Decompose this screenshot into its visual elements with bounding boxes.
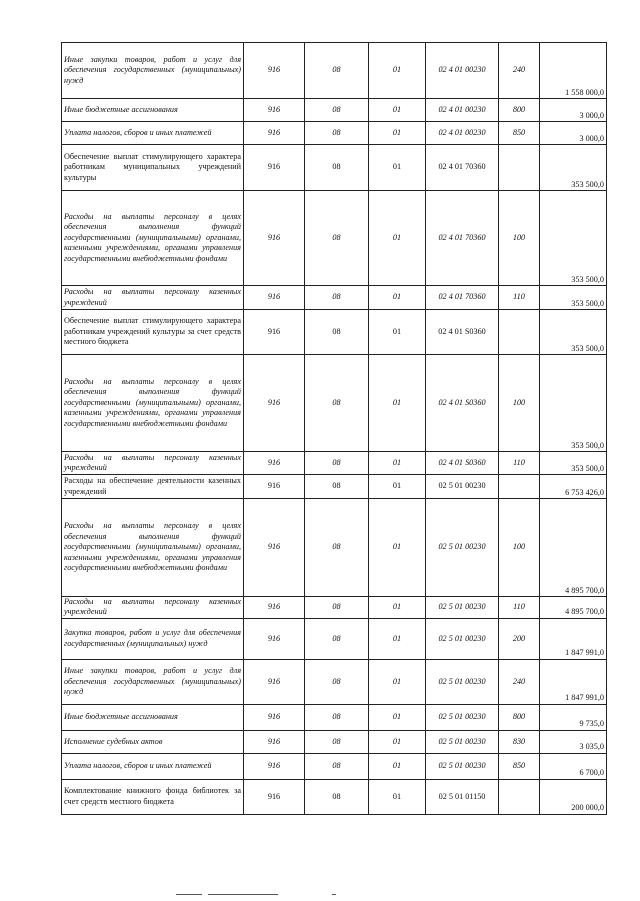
row-amount: 353 500,0 <box>540 145 607 191</box>
row-target-article-code: 02 5 01 00230 <box>426 597 499 619</box>
row-section-code: 08 <box>305 779 369 814</box>
row-subsection-code: 01 <box>369 452 426 475</box>
table-row <box>62 618 607 659</box>
row-section-code: 08 <box>305 122 369 145</box>
footer-scan-mark <box>176 894 202 895</box>
table-row <box>62 779 607 814</box>
row-name: Комплектование книжного фонда библиотек за счет средств местного бюджета <box>62 779 244 814</box>
table-row <box>62 99 607 122</box>
row-amount: 3 035,0 <box>540 730 607 753</box>
row-section-code: 08 <box>305 753 369 779</box>
row-section-code: 08 <box>305 499 369 597</box>
row-subsection-code: 01 <box>369 597 426 619</box>
row-expense-type-code: 800 <box>499 704 540 730</box>
row-grbs-code: 916 <box>244 43 305 99</box>
budget-table <box>61 42 607 815</box>
row-expense-type-code: 240 <box>499 43 540 99</box>
row-name: Обеспечение выплат стимулирующего характера работникам учреждений культуры за счет средств местного бюджета <box>62 310 244 355</box>
row-section-code: 08 <box>305 730 369 753</box>
row-target-article-code: 02 4 01 S0360 <box>426 355 499 452</box>
row-subsection-code: 01 <box>369 191 426 286</box>
row-grbs-code: 916 <box>244 597 305 619</box>
row-subsection-code: 01 <box>369 286 426 310</box>
row-expense-type-code: 110 <box>499 286 540 310</box>
row-subsection-code: 01 <box>369 43 426 99</box>
row-amount: 6 700,0 <box>540 753 607 779</box>
row-name: Расходы на выплаты персоналу казенных учреждений <box>62 286 244 310</box>
row-name: Расходы на выплаты персоналу казенных учреждений <box>62 452 244 475</box>
row-subsection-code: 01 <box>369 355 426 452</box>
table-row <box>62 475 607 499</box>
budget-table-body <box>62 43 607 815</box>
row-expense-type-code: 800 <box>499 99 540 122</box>
row-subsection-code: 01 <box>369 704 426 730</box>
row-amount: 3 000,0 <box>540 122 607 145</box>
row-amount: 9 735,0 <box>540 704 607 730</box>
row-expense-type-code <box>499 779 540 814</box>
row-section-code: 08 <box>305 99 369 122</box>
row-grbs-code: 916 <box>244 191 305 286</box>
row-grbs-code: 916 <box>244 355 305 452</box>
row-name: Обеспечение выплат стимулирующего характера работникам муниципальных учреждений культуры <box>62 145 244 191</box>
table-row <box>62 191 607 286</box>
row-expense-type-code: 110 <box>499 452 540 475</box>
row-target-article-code: 02 4 01 00230 <box>426 99 499 122</box>
row-name: Уплата налогов, сборов и иных платежей <box>62 122 244 145</box>
row-target-article-code: 02 4 01 70360 <box>426 191 499 286</box>
row-section-code: 08 <box>305 597 369 619</box>
row-target-article-code: 02 4 01 00230 <box>426 122 499 145</box>
row-subsection-code: 01 <box>369 753 426 779</box>
row-target-article-code: 02 5 01 00230 <box>426 704 499 730</box>
row-section-code: 08 <box>305 704 369 730</box>
row-expense-type-code: 100 <box>499 499 540 597</box>
row-amount: 353 500,0 <box>540 355 607 452</box>
row-grbs-code: 916 <box>244 286 305 310</box>
row-grbs-code: 916 <box>244 730 305 753</box>
row-expense-type-code: 200 <box>499 618 540 659</box>
row-name: Иные бюджетные ассигнования <box>62 99 244 122</box>
row-grbs-code: 916 <box>244 310 305 355</box>
row-section-code: 08 <box>305 475 369 499</box>
row-subsection-code: 01 <box>369 310 426 355</box>
row-section-code: 08 <box>305 452 369 475</box>
row-expense-type-code: 850 <box>499 122 540 145</box>
table-row <box>62 753 607 779</box>
row-name: Исполнение судебных актов <box>62 730 244 753</box>
row-target-article-code: 02 5 01 00230 <box>426 730 499 753</box>
row-grbs-code: 916 <box>244 753 305 779</box>
table-row <box>62 499 607 597</box>
row-subsection-code: 01 <box>369 779 426 814</box>
table-row <box>62 452 607 475</box>
row-expense-type-code <box>499 475 540 499</box>
row-target-article-code: 02 5 01 00230 <box>426 753 499 779</box>
table-row <box>62 145 607 191</box>
row-amount: 3 000,0 <box>540 99 607 122</box>
row-grbs-code: 916 <box>244 122 305 145</box>
row-name: Расходы на обеспечение деятельности казенных учреждений <box>62 475 244 499</box>
table-row <box>62 659 607 704</box>
row-name: Закупка товаров, работ и услуг для обеспечения государственных (муниципальных) нужд <box>62 618 244 659</box>
row-name: Уплата налогов, сборов и иных платежей <box>62 753 244 779</box>
row-target-article-code: 02 5 01 00230 <box>426 659 499 704</box>
row-subsection-code: 01 <box>369 99 426 122</box>
row-target-article-code: 02 4 01 S0360 <box>426 452 499 475</box>
table-row <box>62 286 607 310</box>
footer-scan-mark <box>208 894 278 895</box>
row-expense-type-code <box>499 310 540 355</box>
row-target-article-code: 02 4 01 70360 <box>426 145 499 191</box>
row-subsection-code: 01 <box>369 475 426 499</box>
row-name: Расходы на выплаты персоналу в целях обеспечения выполнения функций государственными (муниципальными) органами, казенными учреждениями, органами управления государственными внебюджетными фондами <box>62 191 244 286</box>
row-subsection-code: 01 <box>369 730 426 753</box>
row-expense-type-code: 830 <box>499 730 540 753</box>
row-amount: 6 753 426,0 <box>540 475 607 499</box>
row-name: Иные закупки товаров, работ и услуг для обеспечения государственных (муниципальных) нужд <box>62 659 244 704</box>
row-target-article-code: 02 4 01 70360 <box>426 286 499 310</box>
row-target-article-code: 02 4 01 00230 <box>426 43 499 99</box>
row-amount: 4 895 700,0 <box>540 499 607 597</box>
row-grbs-code: 916 <box>244 452 305 475</box>
row-name: Расходы на выплаты персоналу в целях обеспечения выполнения функций государственными (муниципальными) органами, казенными учреждениями, органами управления государственными внебюджетными фондами <box>62 499 244 597</box>
table-row <box>62 355 607 452</box>
row-expense-type-code: 110 <box>499 597 540 619</box>
row-amount: 353 500,0 <box>540 191 607 286</box>
row-grbs-code: 916 <box>244 499 305 597</box>
row-section-code: 08 <box>305 310 369 355</box>
row-amount: 353 500,0 <box>540 286 607 310</box>
row-expense-type-code: 240 <box>499 659 540 704</box>
table-row <box>62 310 607 355</box>
row-target-article-code: 02 5 01 01150 <box>426 779 499 814</box>
row-amount: 1 558 000,0 <box>540 43 607 99</box>
table-row <box>62 122 607 145</box>
row-expense-type-code: 850 <box>499 753 540 779</box>
row-subsection-code: 01 <box>369 499 426 597</box>
row-target-article-code: 02 5 01 00230 <box>426 618 499 659</box>
row-target-article-code: 02 5 01 00230 <box>426 475 499 499</box>
table-row <box>62 704 607 730</box>
row-name: Иные бюджетные ассигнования <box>62 704 244 730</box>
row-section-code: 08 <box>305 43 369 99</box>
row-section-code: 08 <box>305 145 369 191</box>
table-row <box>62 43 607 99</box>
row-amount: 353 500,0 <box>540 310 607 355</box>
row-section-code: 08 <box>305 618 369 659</box>
row-grbs-code: 916 <box>244 779 305 814</box>
row-target-article-code: 02 5 01 00230 <box>426 499 499 597</box>
row-grbs-code: 916 <box>244 145 305 191</box>
row-target-article-code: 02 4 01 S0360 <box>426 310 499 355</box>
row-grbs-code: 916 <box>244 475 305 499</box>
row-amount: 200 000,0 <box>540 779 607 814</box>
row-amount: 353 500,0 <box>540 452 607 475</box>
row-grbs-code: 916 <box>244 99 305 122</box>
row-name: Расходы на выплаты персоналу в целях обеспечения выполнения функций государственными (муниципальными) органами, казенными учреждениями, органами управления государственными внебюджетными фондами <box>62 355 244 452</box>
row-section-code: 08 <box>305 191 369 286</box>
row-subsection-code: 01 <box>369 145 426 191</box>
table-row <box>62 730 607 753</box>
row-expense-type-code: 100 <box>499 355 540 452</box>
row-name: Иные закупки товаров, работ и услуг для обеспечения государственных (муниципальных) нужд <box>62 43 244 99</box>
row-grbs-code: 916 <box>244 704 305 730</box>
row-section-code: 08 <box>305 286 369 310</box>
row-name: Расходы на выплаты персоналу казенных учреждений <box>62 597 244 619</box>
row-amount: 1 847 991,0 <box>540 618 607 659</box>
row-section-code: 08 <box>305 659 369 704</box>
row-section-code: 08 <box>305 355 369 452</box>
row-subsection-code: 01 <box>369 618 426 659</box>
row-expense-type-code <box>499 145 540 191</box>
footer-scan-mark <box>332 894 336 895</box>
row-amount: 1 847 991,0 <box>540 659 607 704</box>
row-grbs-code: 916 <box>244 618 305 659</box>
table-row <box>62 597 607 619</box>
row-subsection-code: 01 <box>369 122 426 145</box>
row-grbs-code: 916 <box>244 659 305 704</box>
row-expense-type-code: 100 <box>499 191 540 286</box>
row-subsection-code: 01 <box>369 659 426 704</box>
row-amount: 4 895 700,0 <box>540 597 607 619</box>
